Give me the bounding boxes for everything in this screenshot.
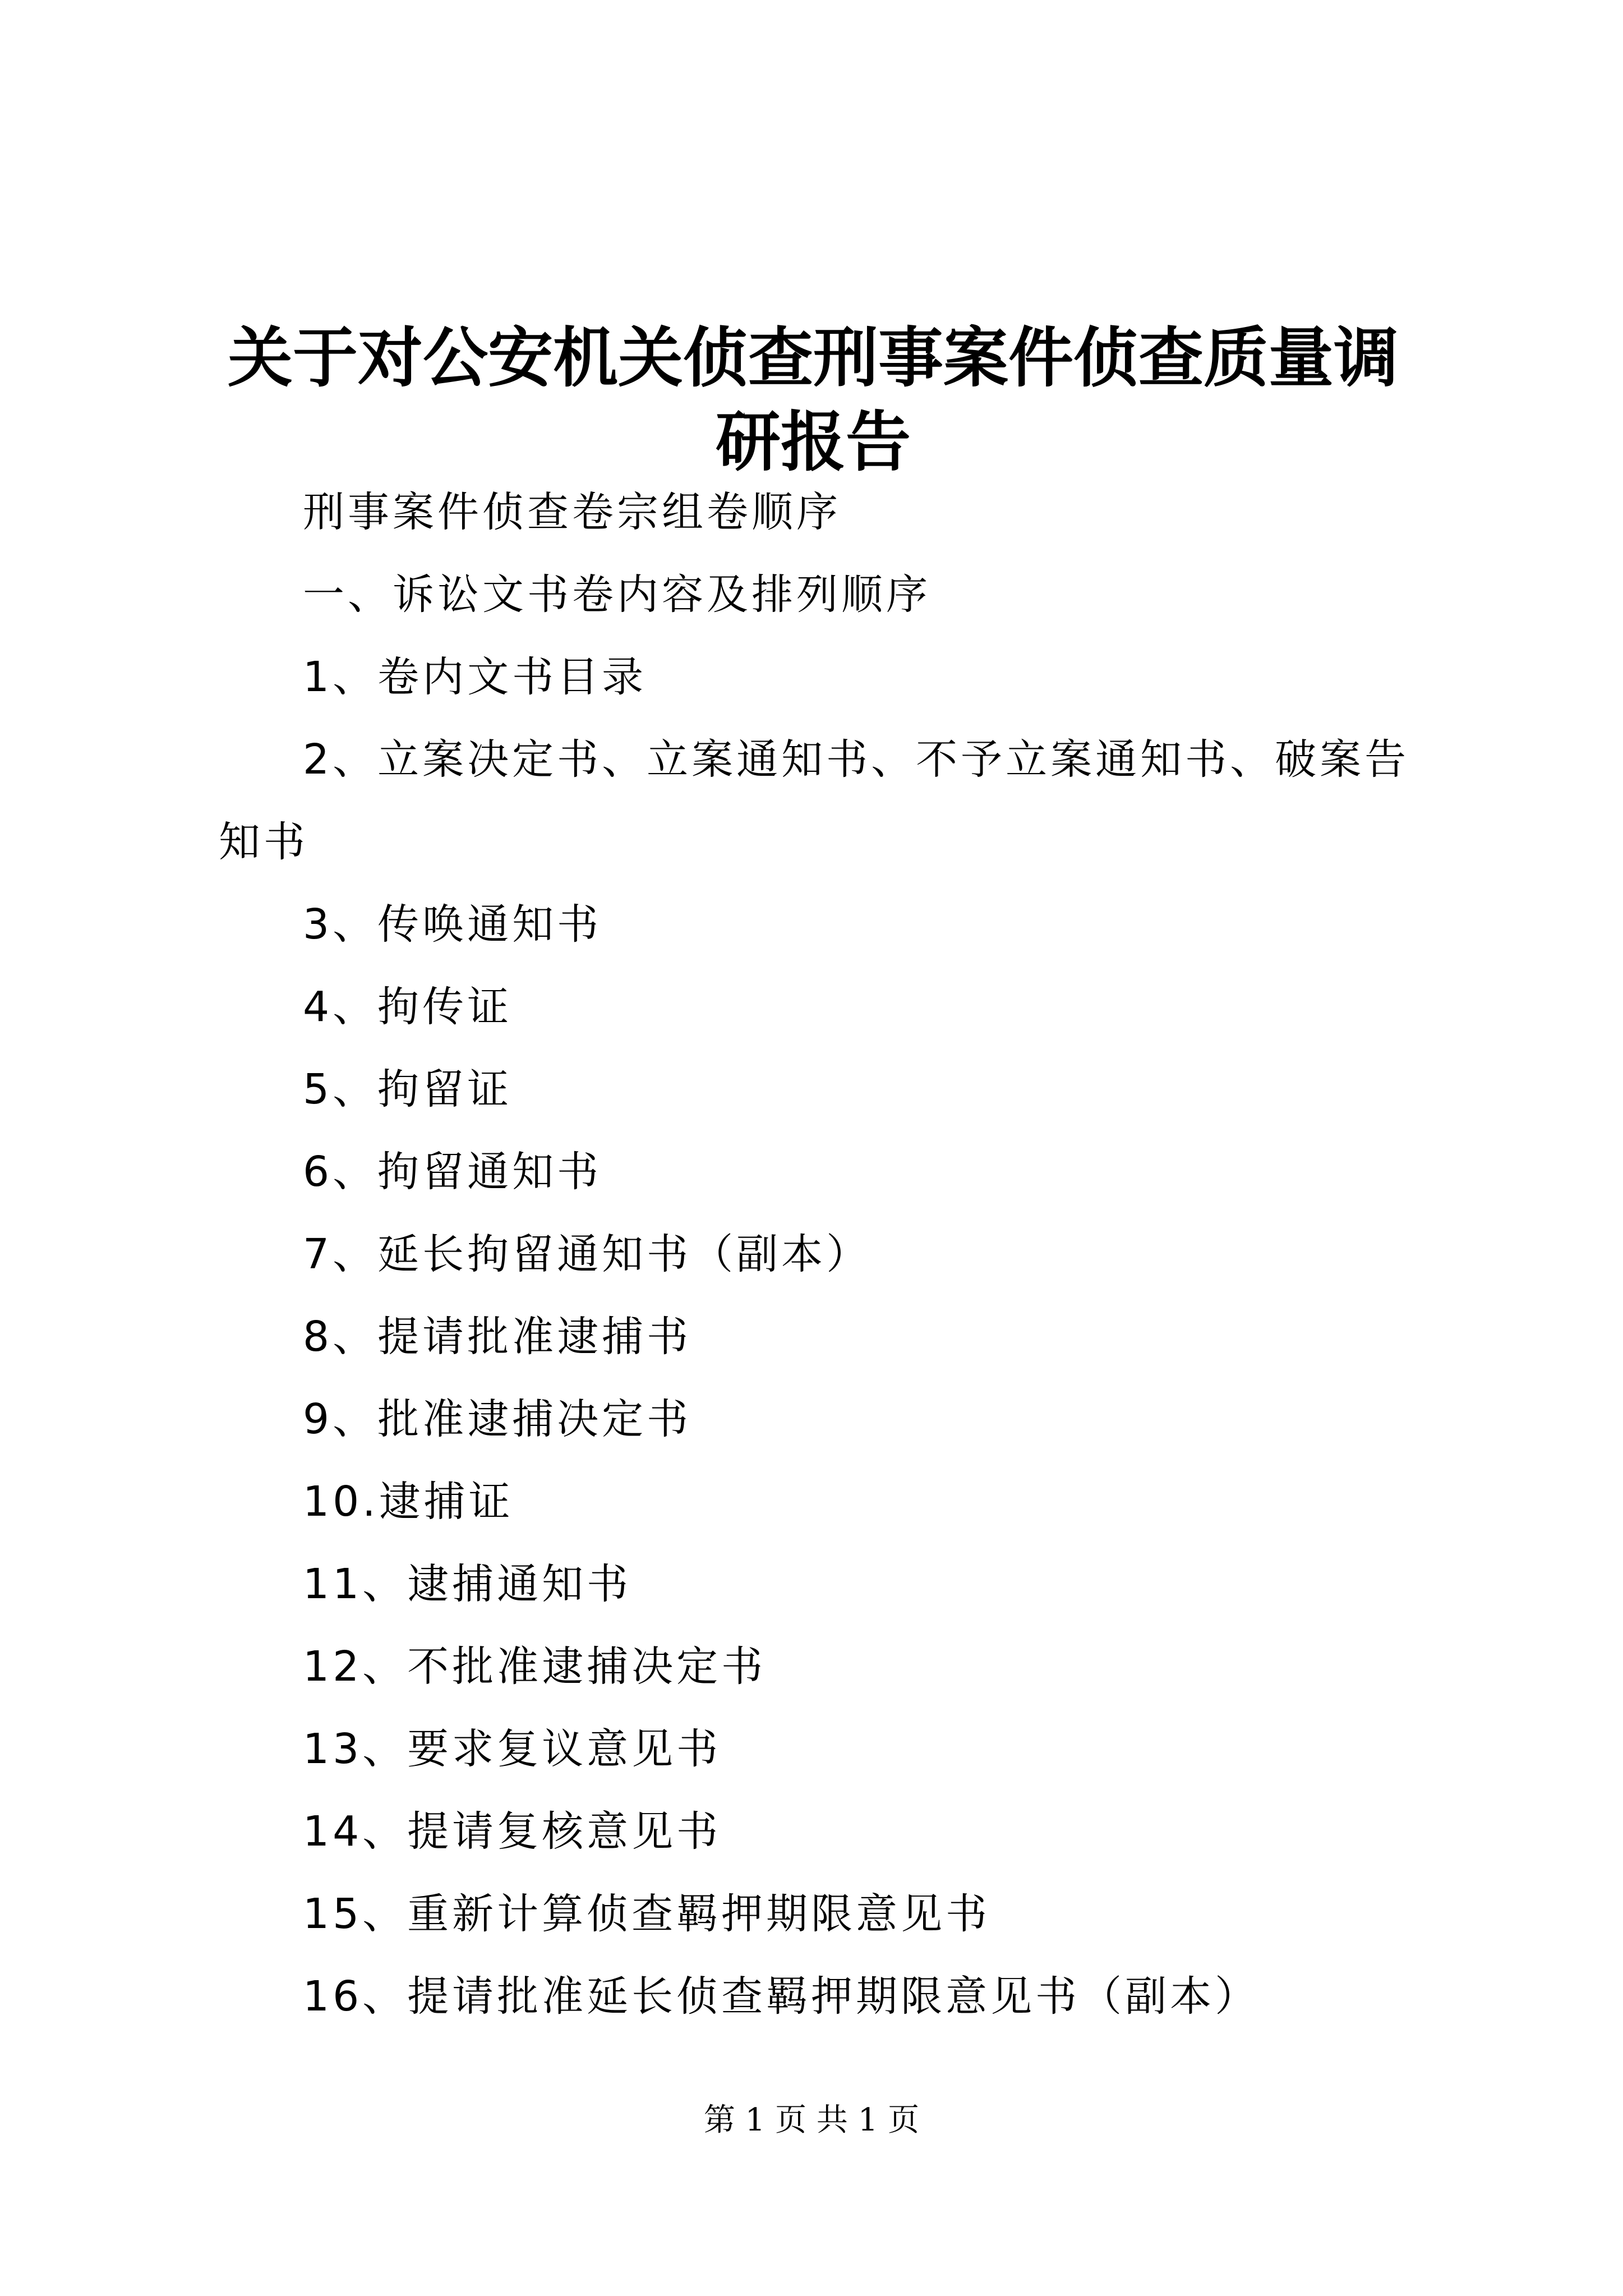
paragraph: 刑事案件侦查卷宗组卷顺序 (303, 488, 841, 536)
document-body (219, 471, 1424, 2038)
paragraph: 5、拘留证 (303, 1065, 513, 1114)
paragraph: 3、传唤通知书 (303, 900, 602, 949)
paragraph: 一、诉讼文书卷内容及排列顺序 (303, 570, 931, 619)
paragraph: 7、延长拘留通知书（副本） (303, 1230, 872, 1278)
paragraph: 8、提请批准逮捕书 (303, 1313, 692, 1361)
paragraph: 14、提请复核意见书 (303, 1807, 722, 1856)
paragraph: 9、批准逮捕决定书 (303, 1395, 692, 1443)
paragraph: 4、拘传证 (303, 983, 513, 1031)
document-title: 关于对公安机关侦查刑事案件侦查质量调研报告 (228, 319, 1399, 480)
paragraph: 6、拘留通知书 (303, 1148, 602, 1196)
paragraph: 15、重新计算侦查羁押期限意见书 (303, 1890, 991, 1938)
paragraph: 13、要求复议意见书 (303, 1725, 722, 1773)
paragraph: 10.逮捕证 (303, 1478, 514, 1526)
paragraph: 11、逮捕通知书 (303, 1560, 632, 1608)
paragraph: 1、卷内文书目录 (303, 653, 647, 701)
paragraph: 12、不批准逮捕决定书 (303, 1642, 767, 1691)
paragraph: 16、提请批准延长侦查羁押期限意见书（副本） (303, 1972, 1260, 2021)
paragraph: 2、立案决定书、立案通知书、不予立案通知书、破案告知书 (219, 735, 1410, 866)
page-footer: 第 1 页 共 1 页 (703, 2102, 920, 2138)
